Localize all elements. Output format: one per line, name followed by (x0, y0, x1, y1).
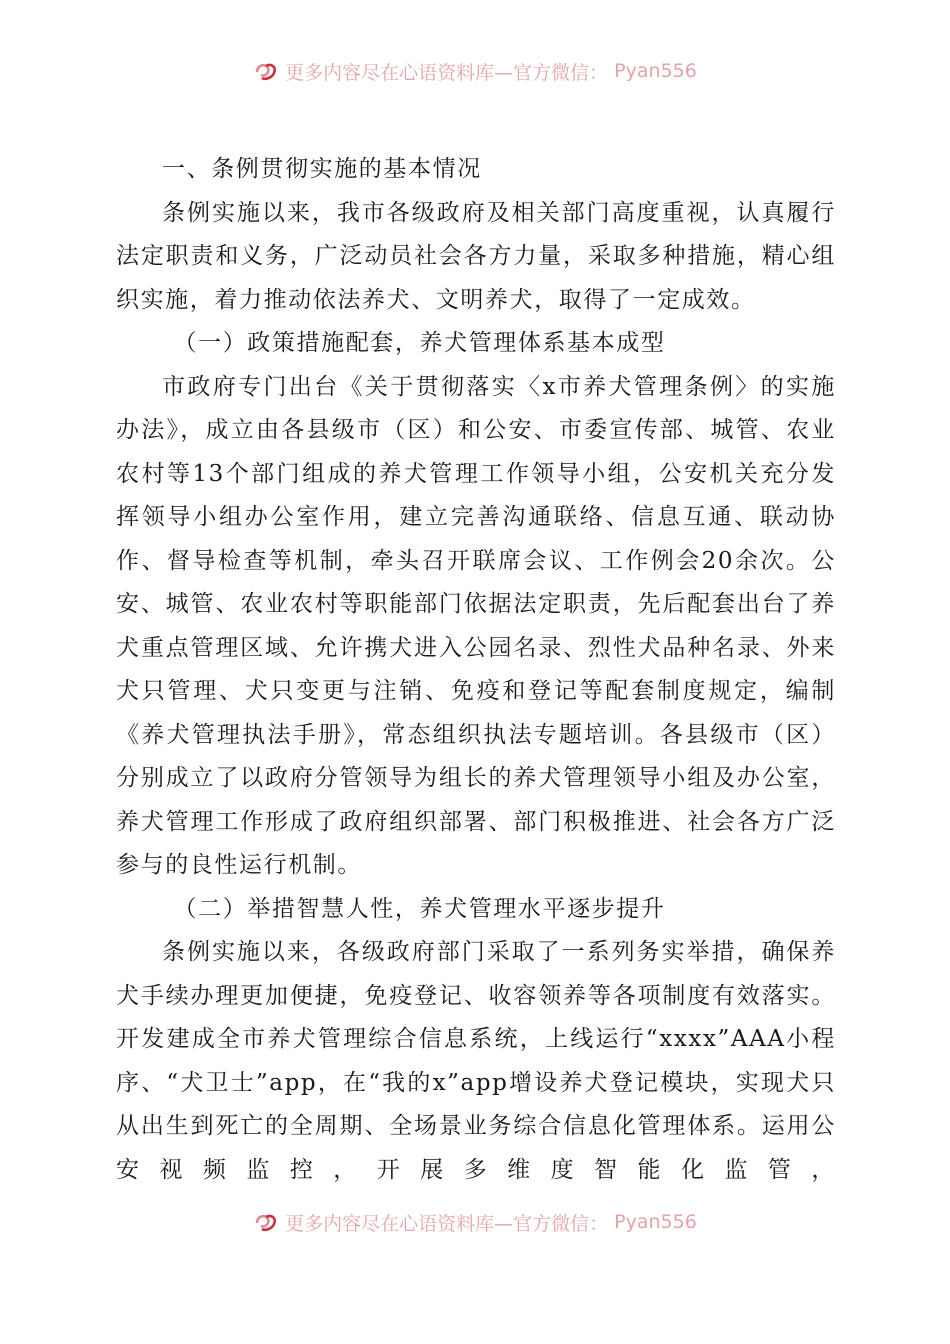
paragraph-2: 市政府专门出台《关于贯彻落实〈x市养犬管理条例〉的实施办法》，成立由各县级市（区）和公安、市委宣传部、城管、农业农村等13个部门组成的养犬管理工作领导小组，公安机关充分发挥领导小组办公室作用，建立完善沟通联络、信息互通、联动协作、督导检查等机制，牵头召开联席会议、工作例会20余次。公安、城管、农业农村等职能部门依据法定职责，先后配套出台了养犬重点管理区域、允许携犬进入公园名录、烈性犬品种名录、外来犬只管理、犬只变更与注销、免疫和登记等配套制度规定，编制《养犬管理执法手册》，常态组织执法专题培训。各县级市（区）分别成立了以政府分管领导为组长的养犬管理领导小组及办公室，养犬管理工作形成了政府组织部署、部门积极推进、社会各方广泛参与的良性运行机制。 (116, 373, 836, 878)
watermark-logo-icon (253, 1211, 279, 1233)
watermark-top (0, 56, 950, 86)
watermark-text: 更多内容尽在心语资料库—官方微信： (285, 61, 609, 84)
watermark-id: Pyan556 (614, 60, 697, 82)
section-heading-3: （二）举措智慧人性，养犬管理水平逐步提升 (173, 895, 666, 922)
paragraph-3: 条例实施以来，各级政府部门采取了一系列务实举措，确保养犬手续办理更加便捷，免疫登记、收容领养等各项制度有效落实。开发建成全市养犬管理综合信息系统，上线运行“xxxx”AAA小程序、“犬卫士”app，在“我的x”app增设养犬登记模块，实现犬只从出生到死亡的全周期、全场景业务综合信息化管理体系。运用公安视频监控，开展多维度智能化监管， (116, 939, 836, 1183)
section-heading-1: 一、条例贯彻实施的基本情况 (162, 156, 482, 182)
section-heading-2: （一）政策措施配套，养犬管理体系基本成型 (173, 330, 666, 356)
watermark-bottom (0, 1207, 950, 1237)
watermark-id: Pyan556 (614, 1211, 697, 1233)
document-body (116, 148, 836, 1192)
watermark-text: 更多内容尽在心语资料库—官方微信： (285, 1212, 609, 1235)
paragraph-1: 条例实施以来，我市各级政府及相关部门高度重视，认真履行法定职责和义务，广泛动员社会各方力量，采取多种措施，精心组织实施，着力推动依法养犬、文明养犬，取得了一定成效。 (116, 199, 836, 313)
watermark-logo-icon (253, 60, 279, 82)
